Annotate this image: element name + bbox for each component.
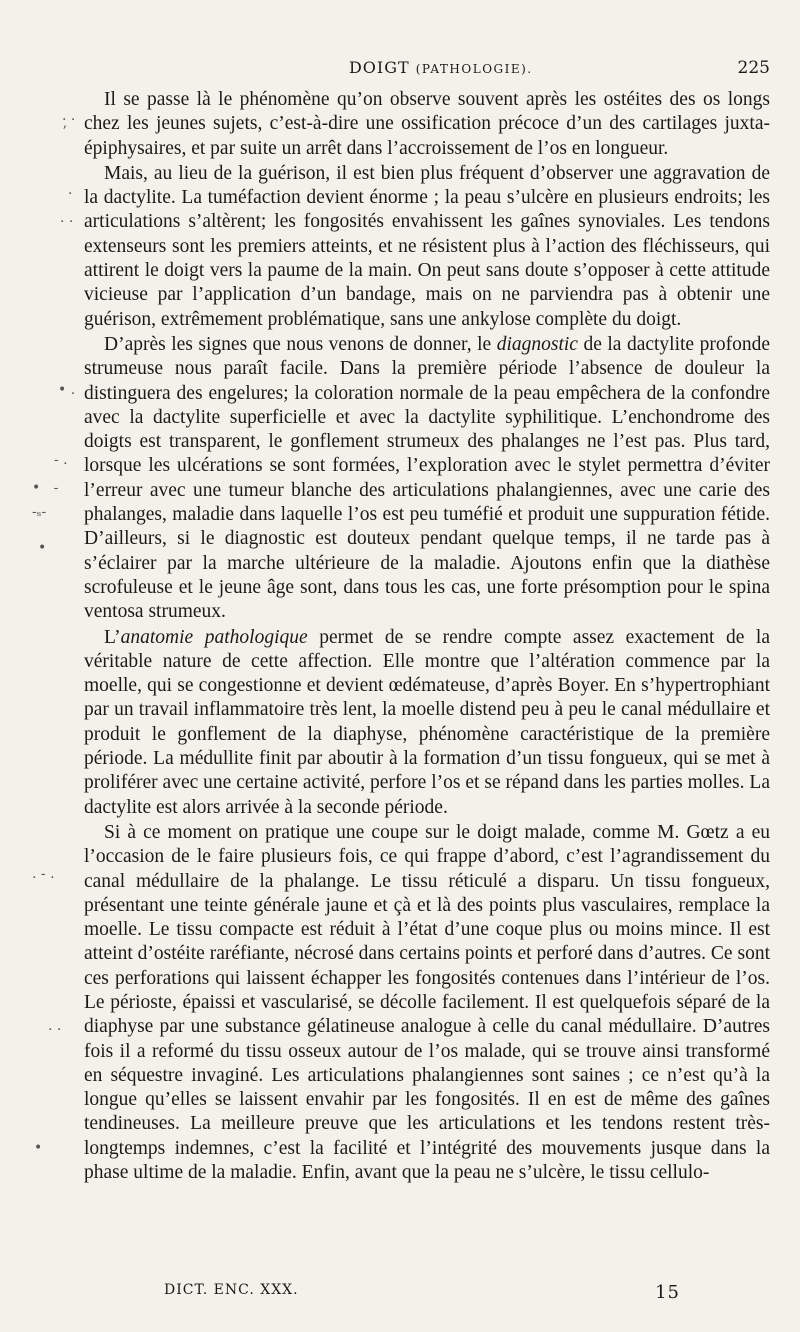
paragraph xyxy=(84,821,770,1185)
paragraph xyxy=(84,162,770,332)
volume-label: DICT. ENC. XXX. xyxy=(164,1282,299,1298)
paragraph-text: Mais, au lieu de la guérison, il est bien plus fréquent d’observer une aggravation de la dactylite. La tuméfaction devient énorme ; la peau s’ulcère en plusieurs endroits; les articulations s’altèrent; les fongosités envahissent les gaînes synoviales. Les tendons extenseurs sont les premiers atteints, et ne résistent plus à l’action des fléchisseurs, qui attirent le doigt vers la paume de la main. On peut sans doute s’opposer à cette attitude vicieuse par l’application d’un bandage, mais on ne parviendra pas à obtenir une guérison, extrêmement problématique, sans une ankylose complète du doigt. xyxy=(84,162,770,330)
running-title-sub: (PATHOLOGIE). xyxy=(415,62,533,76)
italic-term: anatomie pathologique xyxy=(120,626,308,648)
paragraph xyxy=(84,88,770,161)
paragraph-text: D’après les signes que nous venons de donner, le xyxy=(104,333,497,355)
paragraph-text: permet de se rendre compte assez exactement de la véritable nature de cette affection. Elle montre que l’altération commence par la moelle, qui se congestionne et devient œdémateuse, d’après Boyer. En s’hypertrophiant par un travail inflammatoire très lent, la moelle distend peu à peu le canal médullaire et produit le gonflement de la diaphyse, phénomène caractéristique de la première période. La médullite finit par aboutir à la formation d’un tissu fongueux, qui se met à proliférer avec une certaine activité, perfore l’os et se répand dans les parties molles. La dactylite est alors arrivée à la seconde période. xyxy=(84,626,770,818)
paragraph-text: Il se passe là le phénomène qu’on observe souvent après les ostéites des os longs chez les jeunes sujets, c’est-à-dire une ossification précoce d’un des cartilages juxta-épiphysaires, et par suite un arrêt dans l’accroissement de l’os en longueur. xyxy=(84,89,770,159)
running-header xyxy=(84,58,770,86)
paragraph-text: Si à ce moment on pratique une coupe sur le doigt malade, comme M. Gœtz a eu l’occasion de le faire plusieurs fois, ce qui frappe d’abord, c’est l’agrandissement du canal médullaire de la phalange. Le tissu réticulé a disparu. Un tissu fongueux, présentant une teinte générale jaune et çà et là des points plus vasculaires, remplace la moelle. Le tissu compacte est réduit à l’état d’une coque plus ou moins mince. Il est atteint d’ostéite raréfiante, nécrosé dans certains points et perforé dans d’autres. Ce sont ces perforations qui laissent échapper les fongosités contenues dans l’intérieur de l’os. Le périoste, épaissi et vascularisé, se décolle facilement. Il est quelquefois séparé de la diaphyse par une substance gélatineuse analogue à celle du canal médullaire. D’autres fois il a reformé du tissu osseux autour de l’os malade, qui se trouve ainsi transformé en séquestre invaginé. Les articulations phalangiennes sont saines ; ce n’est qu’à la longue qu’elles se laissent envahir par les fongosités. Il en est de même des gaînes tendineuses. La meilleure preuve que les articulations et les tendons restent très-longtemps indemnes, c’est la facilité et l’intégrité des mouvements jusque dans la phase ultime de la maladie. Enfin, avant que la peau ne s’ulcère, le tissu cellulo- xyxy=(84,821,770,1184)
paragraph xyxy=(84,626,770,820)
italic-term: diagnostic xyxy=(496,333,578,355)
page-number: 225 xyxy=(737,58,770,78)
running-title xyxy=(84,58,738,77)
signature-mark: 15 xyxy=(655,1282,680,1303)
paragraph-text: de la dactylite profonde strumeuse nous paraît facile. Dans la première période l’absence de douleur la distinguera des engelures; la coloration normale de la peau empêchera de la confondre avec la dactylite superficielle et avec la dactylite syphilitique. L’enchondrome des doigts est transparent, le gonflement strumeux des phalanges ne l’est pas. Plus tard, lorsque les ulcérations se sont formées, l’exploration avec le stylet permettra d’éviter l’erreur avec une tumeur blanche des articulations phalangiennes, avec une carie des phalanges, maladie dans laquelle l’os est peu tuméfié et produit une suppuration fétide. D’ailleurs, si le diagnostic est douteux pendant quelque temps, il ne tarde pas à s’éclairer par la marche ultérieure de la maladie. Ajoutons enfin que la diathèse scrofuleuse et le jeune âge sont, dans tous les cas, une forte présomption pour le spina ventosa strumeux. xyxy=(84,333,770,623)
running-title-main: DOIGT xyxy=(348,58,410,77)
body-text xyxy=(84,88,770,1185)
margin-specks: . . ʼ . . . • . - . • - -ₛ- • . - . . . • xyxy=(32,108,76,1156)
page-footer xyxy=(164,1282,680,1303)
paragraph xyxy=(84,333,770,625)
paragraph-text: L’ xyxy=(104,626,121,648)
